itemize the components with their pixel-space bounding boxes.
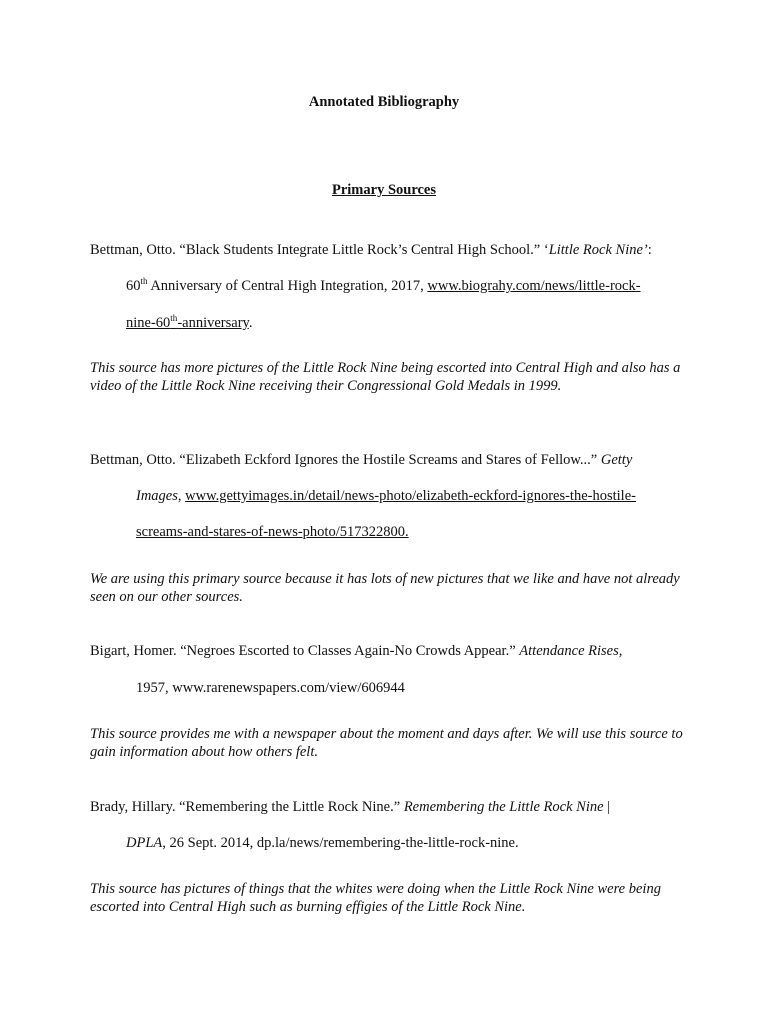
annotation-3: This source provides me with a newspaper about the moment and days after. We will use this source to gain information about how others felt. — [90, 726, 683, 760]
citation-3-line-2: 1957, www.rarenewspapers.com/view/606944 — [136, 680, 405, 696]
citation-1-line-1: Bettman, Otto. “Black Students Integrate Little Rock’s Central High School.” ‘Little Rock Nine’: — [90, 242, 652, 258]
citation-1-line-2: 60th Anniversary of Central High Integration, 2017, www.biograhy.com/news/little-rock- — [126, 276, 641, 294]
annotation-4: This source has pictures of things that the whites were doing when the Little Rock Nine were being escorted into Central High such as burning effigies of the Little Rock Nine. — [90, 881, 661, 915]
section-heading: Primary Sources — [331, 182, 437, 198]
page-title: Annotated Bibliography — [308, 94, 460, 110]
citation-1-link[interactable]: www.biograhy.com/news/little-rock- — [427, 278, 641, 294]
citation-2-link-continued[interactable]: screams-and-stares-of-news-photo/517322800. — [136, 524, 409, 540]
annotation-2: We are using this primary source because it has lots of new pictures that we like and have not already seen on our other sources. — [90, 571, 680, 605]
citation-2-link[interactable]: www.gettyimages.in/detail/news-photo/elizabeth-eckford-ignores-the-hostile- — [185, 488, 636, 504]
citation-1-line-3: nine-60th-anniversary. — [126, 313, 253, 331]
citation-4-line-2: DPLA, 26 Sept. 2014, dp.la/news/remembering-the-little-rock-nine. — [126, 835, 519, 851]
citation-3-line-1: Bigart, Homer. “Negroes Escorted to Classes Again-No Crowds Appear.” Attendance Rises, — [90, 643, 623, 659]
citation-2-line-1: Bettman, Otto. “Elizabeth Eckford Ignores the Hostile Screams and Stares of Fellow...” Getty — [90, 452, 633, 468]
citation-2-line-3 — [136, 524, 409, 541]
citation-1-link-continued[interactable]: nine-60th-anniversary — [126, 313, 249, 331]
citation-4-line-1: Brady, Hillary. “Remembering the Little Rock Nine.” Remembering the Little Rock Nine | — [90, 799, 611, 815]
annotation-1: This source has more pictures of the Little Rock Nine being escorted into Central High and also has a video of the Little Rock Nine receiving their Congressional Gold Medals in 1999. — [90, 360, 681, 394]
citation-2-line-2: Images, www.gettyimages.in/detail/news-photo/elizabeth-eckford-ignores-the-hostile- — [136, 488, 636, 504]
